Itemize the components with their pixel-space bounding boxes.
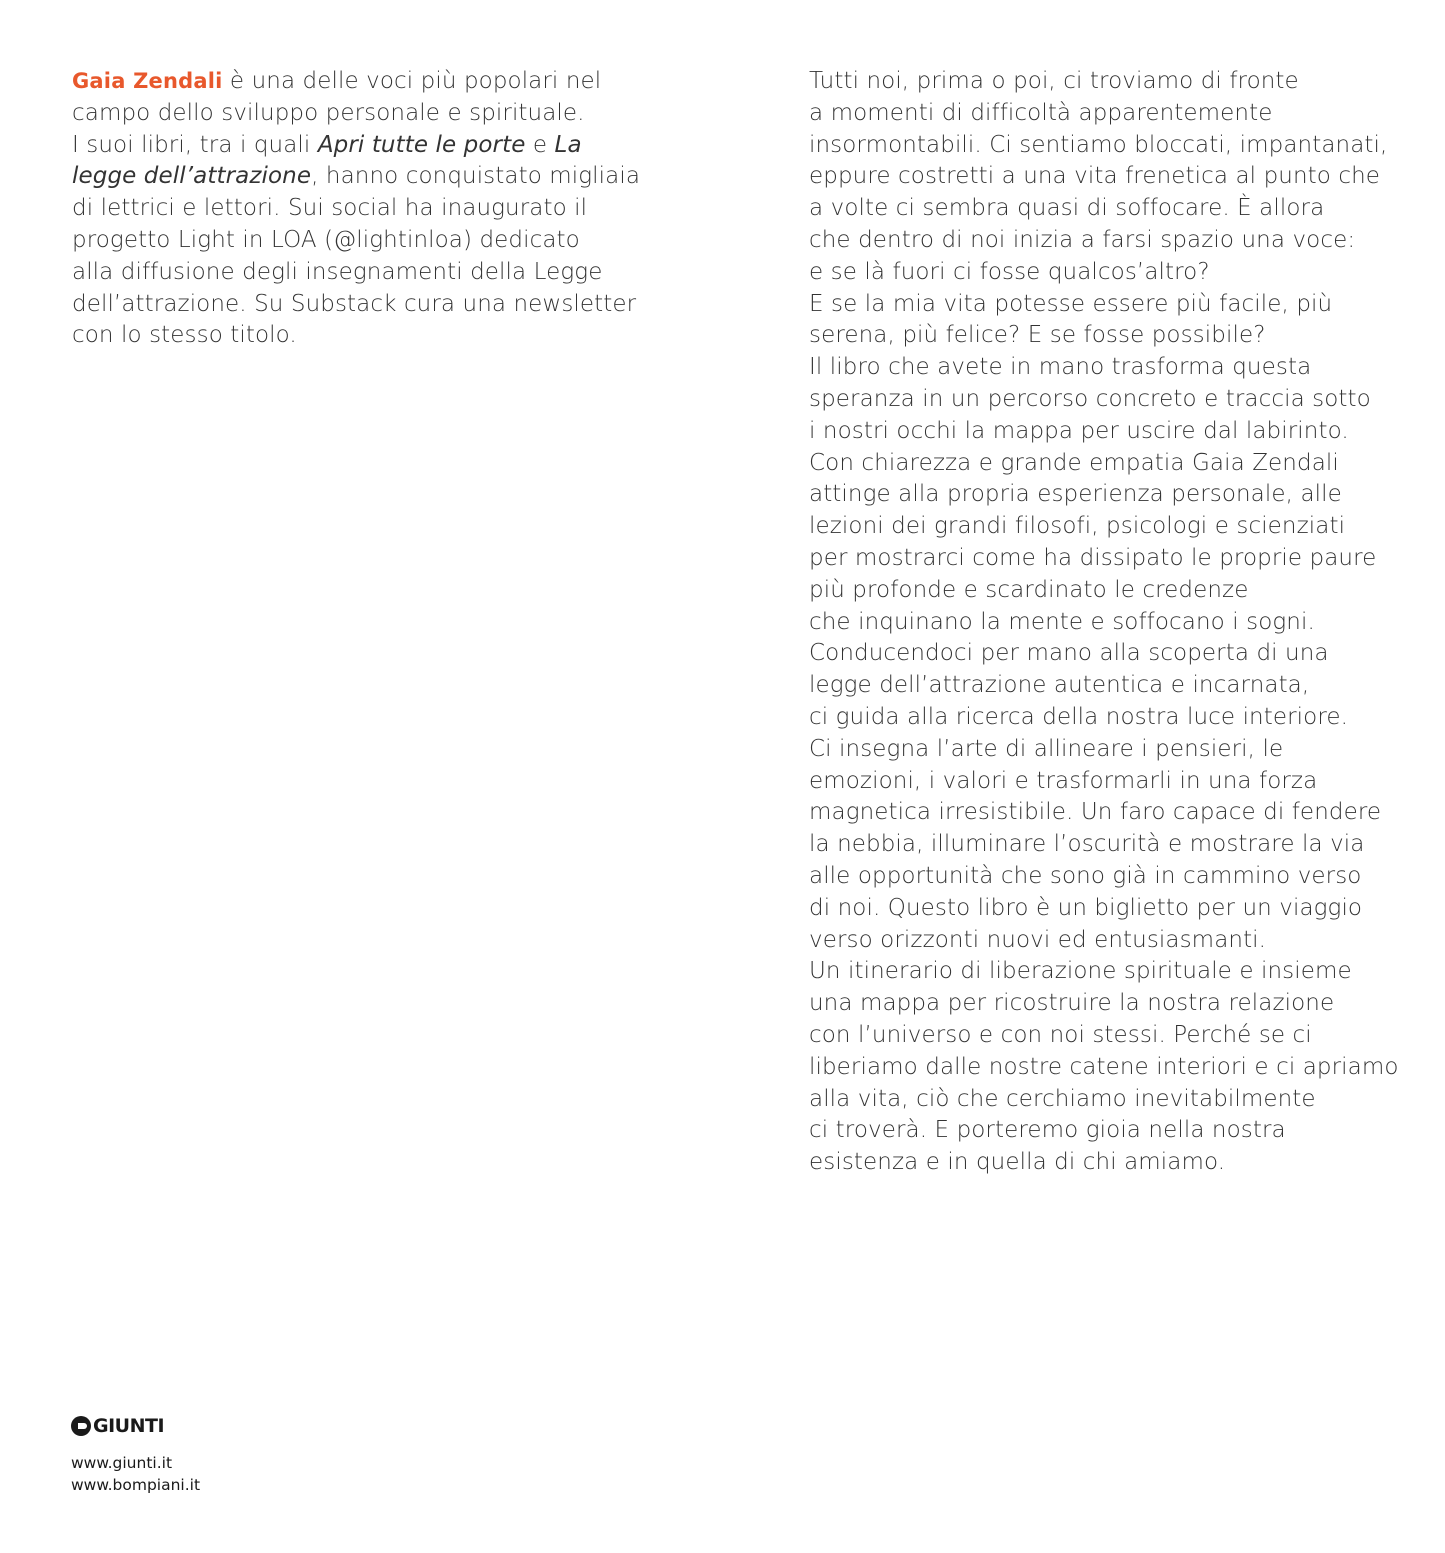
book-blurb [809, 66, 1399, 1179]
bio-text: , hanno conquistato migliaia [311, 163, 641, 190]
blurb-line: eppure costretti a una vita frenetica al punto che [809, 163, 1380, 190]
bio-line: progetto Light in LOA (@lightinloa) dedicato [72, 226, 580, 253]
blurb-line: Ci insegna l’arte di allineare i pensieri, le [809, 735, 1284, 762]
bio-line: campo dello sviluppo personale e spirituale. [72, 99, 585, 126]
bio-text: e [525, 131, 555, 158]
book-title: La [554, 131, 582, 158]
blurb-line: E se la mia vita potesse essere più facile, più [809, 290, 1333, 317]
blurb-line: ci guida alla ricerca della nostra luce interiore. [809, 703, 1349, 730]
bio-line [72, 66, 652, 98]
blurb-line: verso orizzonti nuovi ed entusiasmanti. [809, 926, 1267, 953]
publisher-url-bompiani: www.bompiani.it [71, 1476, 201, 1494]
bio-text: I suoi libri, tra i quali [72, 131, 318, 158]
blurb-line: liberiamo dalle nostre catene interiori e ci apriamo [809, 1053, 1399, 1080]
publisher-logo [71, 1414, 200, 1438]
blurb-line: per mostrarci come ha dissipato le proprie paure [809, 544, 1377, 571]
blurb-line: esistenza e in quella di chi amiamo. [809, 1149, 1226, 1176]
author-name: Gaia Zendali [72, 69, 223, 93]
book-title: legge dell’attrazione [72, 163, 312, 190]
bio-text: è una delle voci più popolari nel [222, 68, 602, 94]
bio-line [72, 161, 652, 193]
blurb-line: speranza in un percorso concreto e traccia sotto [809, 385, 1371, 412]
blurb-line: attinge alla propria esperienza personale, alle [809, 481, 1342, 508]
author-bio [72, 66, 652, 352]
blurb-line: i nostri occhi la mappa per uscire dal labirinto. [809, 417, 1349, 444]
bio-line: dell’attrazione. Su Substack cura una newsletter [72, 290, 637, 317]
bio-line: con lo stesso titolo. [72, 322, 297, 349]
blurb-line: serena, più felice? E se fosse possibile? [809, 322, 1266, 349]
blurb-line: Conducendoci per mano alla scoperta di una [809, 640, 1329, 667]
blurb-line: Con chiarezza e grande empatia Gaia Zendali [809, 449, 1339, 476]
blurb-line: che dentro di noi inizia a farsi spazio una voce: [809, 226, 1356, 253]
blurb-line: legge dell’attrazione autentica e incarnata, [809, 672, 1310, 699]
blurb-line: una mappa per ricostruire la nostra relazione [809, 990, 1335, 1017]
blurb-line: con l’universo e con noi stessi. Perché se ci [809, 1021, 1312, 1048]
blurb-line: insormontabili. Ci sentiamo bloccati, impantanati, [809, 131, 1388, 158]
blurb-line: che inquinano la mente e soffocano i sogni. [809, 608, 1315, 635]
blurb-line: a volte ci sembra quasi di soffocare. È allora [809, 195, 1325, 222]
blurb-line: a momenti di difficoltà apparentemente [809, 99, 1273, 126]
blurb-line: lezioni dei grandi filosofi, psicologi e scienziati [809, 513, 1346, 540]
publisher-logo-text: GIUNTI [93, 1415, 165, 1437]
blurb-line: di noi. Questo libro è un biglietto per un viaggio [809, 894, 1363, 921]
blurb-line: Un itinerario di liberazione spirituale e insieme [809, 958, 1352, 985]
book-title: Apri tutte le porte [317, 131, 526, 158]
publisher-url-giunti: www.giunti.it [71, 1454, 173, 1472]
blurb-line: Il libro che avete in mano trasforma questa [809, 354, 1312, 381]
blurb-line: alla vita, ciò che cerchiamo inevitabilmente [809, 1085, 1316, 1112]
blurb-line: Tutti noi, prima o poi, ci troviamo di fronte [809, 68, 1299, 94]
blurb-line: alle opportunità che sono già in cammino verso [809, 862, 1362, 889]
blurb-line: e se là fuori ci fosse qualcos’altro? [809, 258, 1210, 285]
bio-line: alla diffusione degli insegnamenti della Legge [72, 258, 603, 285]
bio-line [72, 130, 652, 162]
bio-line: di lettrici e lettori. Sui social ha inaugurato il [72, 195, 588, 222]
giunti-g-icon [71, 1416, 91, 1436]
publisher-footer [71, 1414, 200, 1496]
blurb-line: emozioni, i valori e trasformarli in una forza [809, 767, 1318, 794]
blurb-line: ci troverà. E porteremo gioia nella nostra [809, 1117, 1286, 1144]
blurb-line: magnetica irresistibile. Un faro capace di fendere [809, 799, 1382, 826]
blurb-line: più profonde e scardinato le credenze [809, 576, 1249, 603]
blurb-line: la nebbia, illuminare l’oscurità e mostrare la via [809, 831, 1365, 858]
